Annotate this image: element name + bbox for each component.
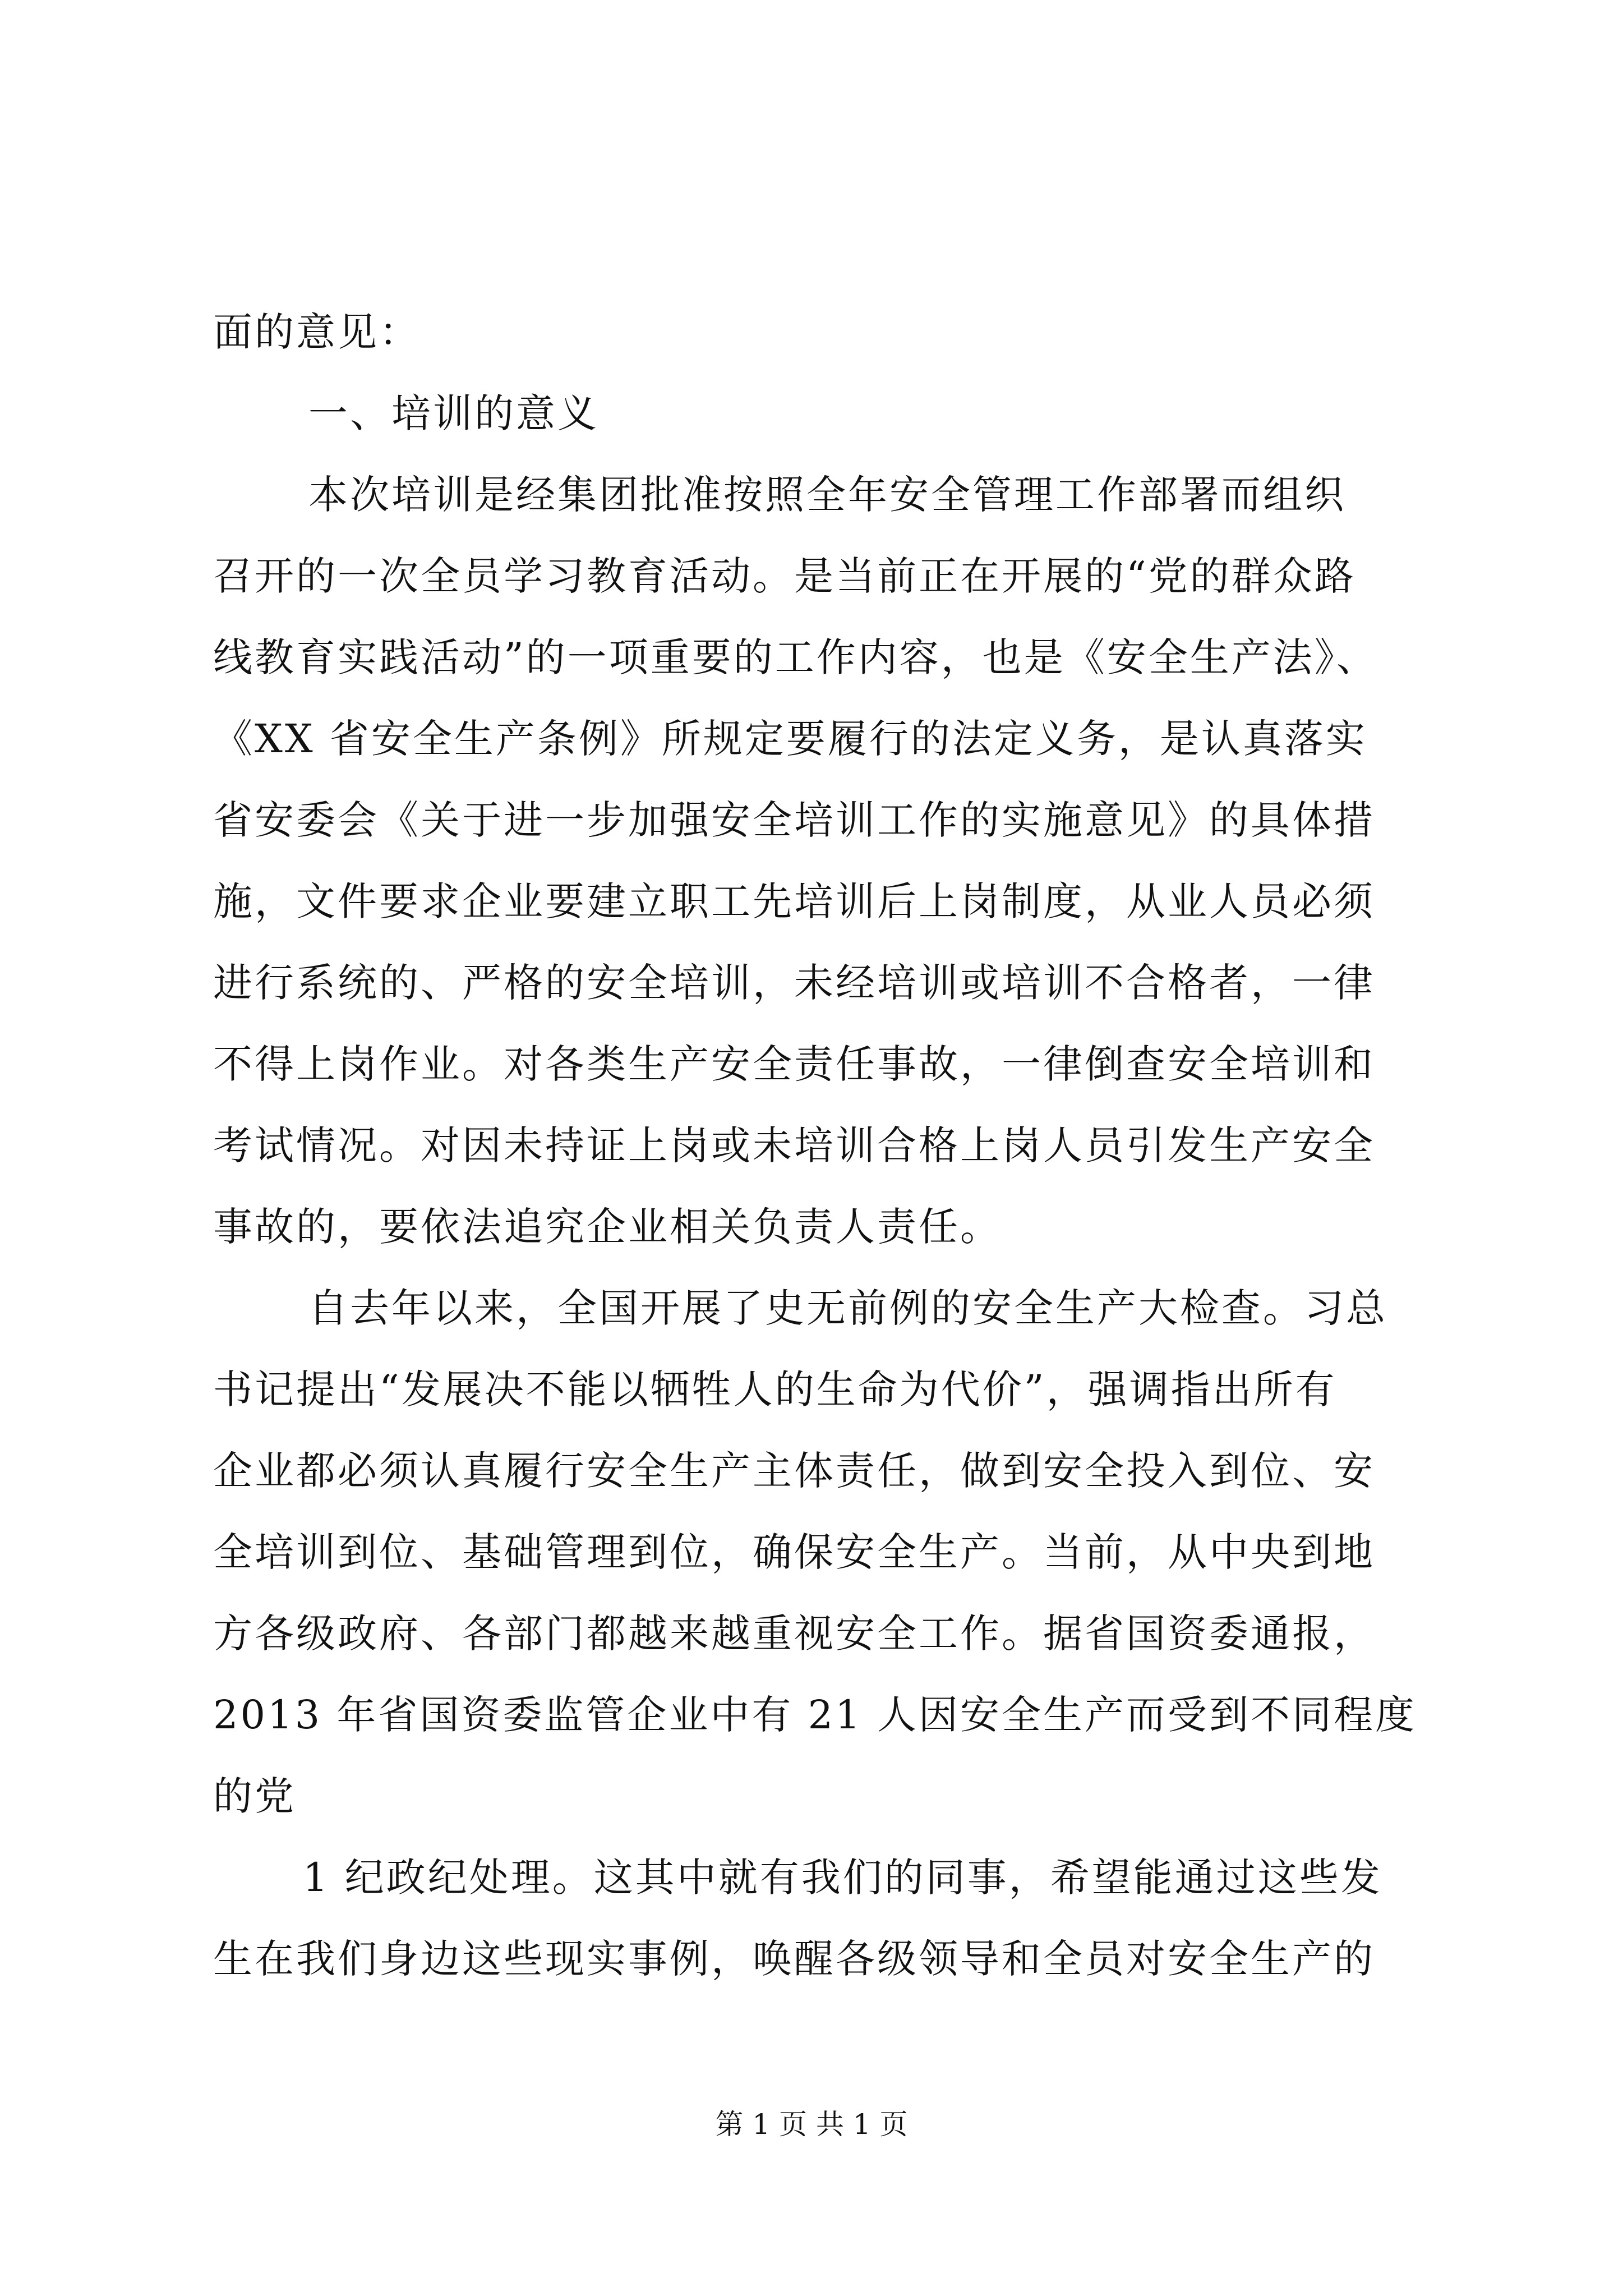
text-line: 1 纪政纪处理。这其中就有我们的同事，希望能通过这些发 — [303, 1855, 1382, 1901]
text-line: 2013 年省国资委监管企业中有 21 人因安全生产而受到不同程度 — [213, 1692, 1417, 1738]
text-line: 省安委会《关于进一步加强安全培训工作的实施意见》的具体措 — [213, 797, 1375, 843]
text-line: 进行系统的、严格的安全培训，未经培训或培训不合格者，一律 — [213, 960, 1375, 1006]
text-line: 召开的一次全员学习教育活动。是当前正在开展的“党的群众路 — [213, 553, 1356, 599]
text-line: 《XX 省安全生产条例》所规定要履行的法定义务，是认真落实 — [213, 716, 1367, 762]
text-line: 全培训到位、基础管理到位，确保安全生产。当前，从中央到地 — [213, 1529, 1375, 1575]
text-line: 自去年以来，全国开展了史无前例的安全生产大检查。习总 — [308, 1285, 1387, 1331]
text-line: 线教育实践活动”的一项重要的工作内容，也是《安全生产法》、 — [213, 634, 1378, 680]
page-footer: 第 1 页 共 1 页 — [715, 2108, 908, 2141]
section-heading: 一、培训的意义 — [308, 390, 599, 436]
text-line: 不得上岗作业。对各类生产安全责任事故，一律倒查安全培训和 — [213, 1041, 1375, 1087]
text-line: 生在我们身边这些现实事例，唤醒各级领导和全员对安全生产的 — [213, 1936, 1375, 1982]
text-line: 面的意见： — [213, 309, 421, 355]
text-line: 本次培训是经集团批准按照全年安全管理工作部署而组织 — [308, 472, 1346, 518]
text-line: 的党 — [213, 1773, 296, 1819]
text-line: 方各级政府、各部门都越来越重视安全工作。据省国资委通报， — [213, 1611, 1375, 1657]
text-line: 企业都必须认真履行安全生产主体责任，做到安全投入到位、安 — [213, 1448, 1375, 1494]
text-line: 书记提出“发展决不能以牺牲人的生命为代价”，强调指出所有 — [213, 1366, 1337, 1412]
text-line: 施，文件要求企业要建立职工先培训后上岗制度，从业人员必须 — [213, 878, 1375, 924]
text-line: 考试情况。对因未持证上岗或未培训合格上岗人员引发生产安全 — [213, 1122, 1375, 1168]
text-line: 事故的，要依法追究企业相关负责人责任。 — [213, 1204, 1002, 1250]
